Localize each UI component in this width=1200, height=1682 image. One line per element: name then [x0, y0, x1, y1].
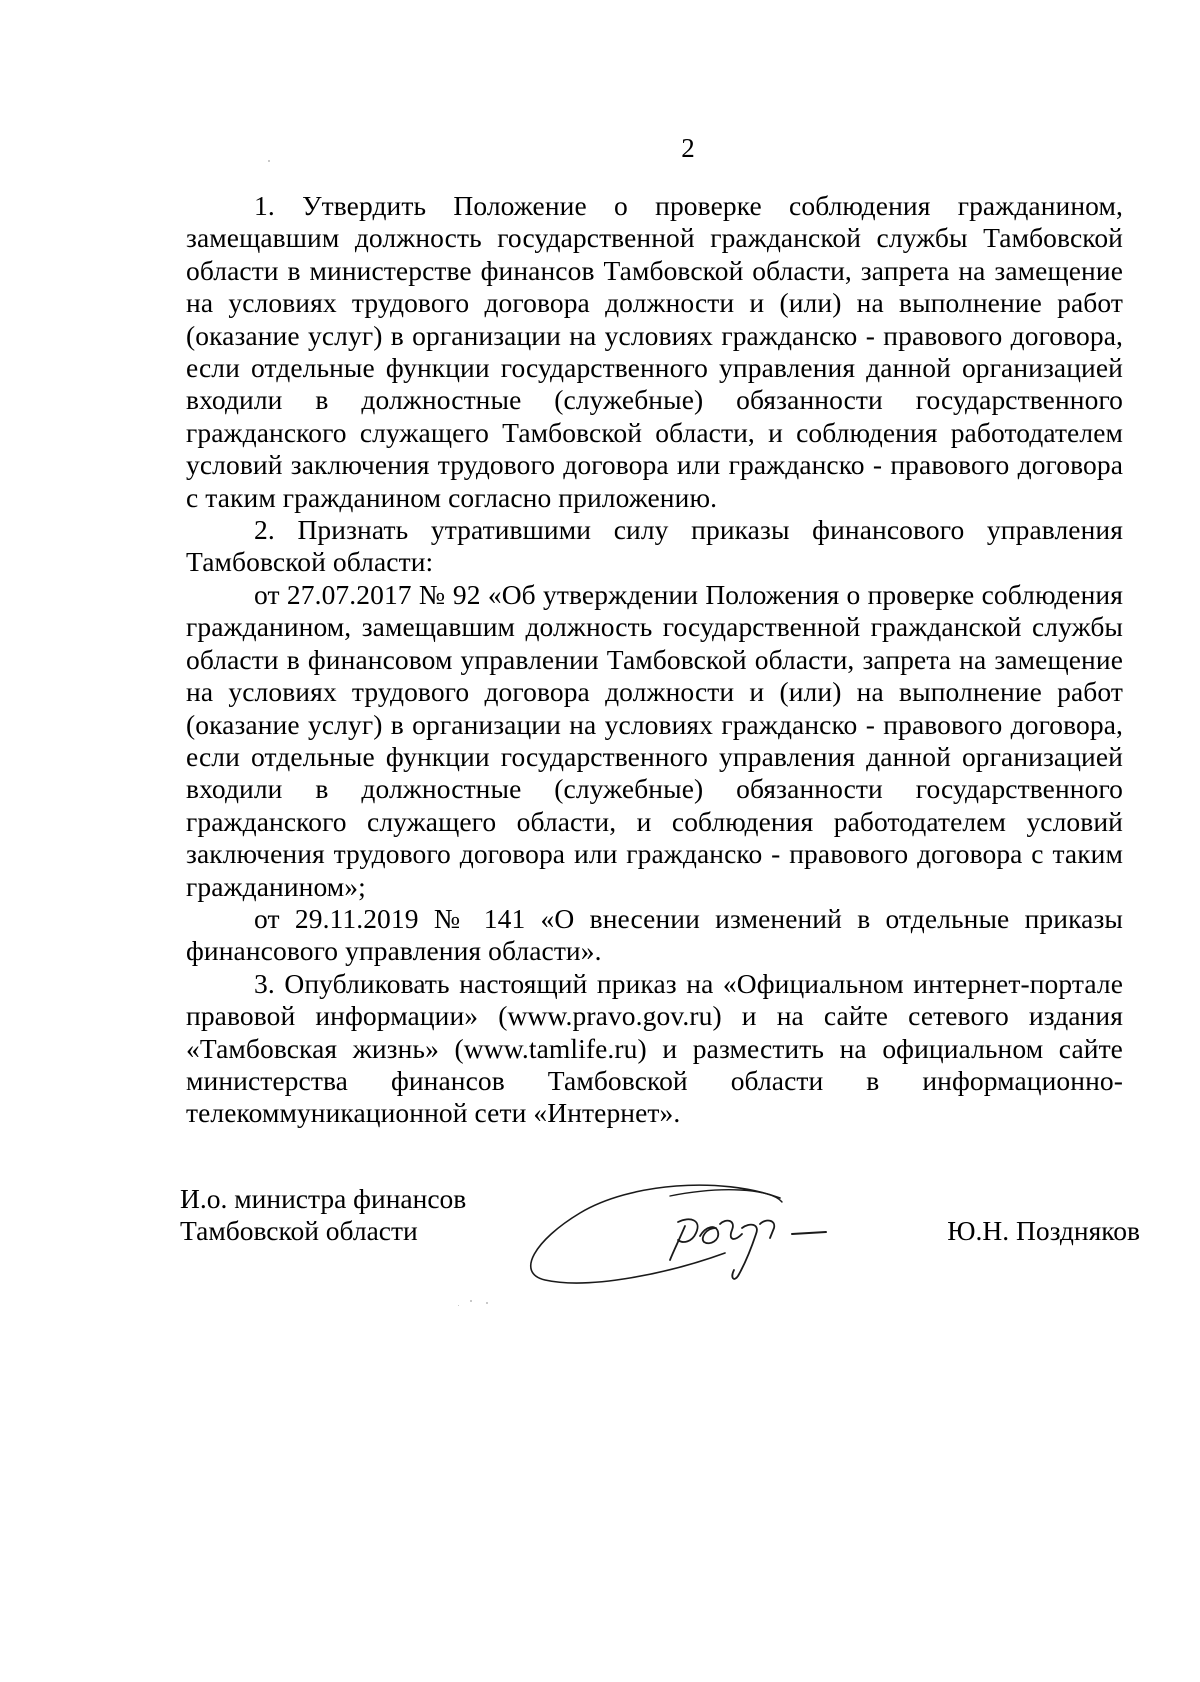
document-body [186, 190, 1123, 1130]
paragraph-2: 2. Признать утратившими силу приказы финансового управления Тамбовской области: [186, 514, 1123, 578]
page-number: 2 [681, 133, 695, 163]
handwritten-signature [520, 1178, 850, 1298]
paragraph-2-item-1: от 27.07.2017 № 92 «Об утверждении Положения о проверке соблюдения гражданином, замещавшим должность государственной гражданской службы области в финансовом управлении Тамбовской области, запрета на замещение на условиях трудового договора должности и (или) на выполнение работ (оказание услуг) в организации на условиях гражданско - правового договора, если отдельные функции государственного управления данной организацией входили в должностные (служебные) обязанности государственного гражданского служащего области, и соблюдения работодателем условий заключения трудового договора или гражданско - правового договора с таким гражданином»; [186, 578, 1123, 902]
signatory-title-line-2: Тамбовской области [180, 1215, 418, 1247]
scan-speck [470, 1300, 472, 1302]
signature-block [180, 1183, 1140, 1313]
scan-speck [268, 160, 270, 162]
paragraph-1: 1. Утвердить Положение о проверке соблюдения гражданином, замещавшим должность государственной гражданской службы Тамбовской области в министерстве финансов Тамбовской области, запрета на замещение на условиях трудового договора должности и (или) на выполнение работ (оказание услуг) в организации на условиях гражданско - правового договора, если отдельные функции государственного управления данной организацией входили в должностные (служебные) обязанности государственного гражданского служащего Тамбовской области, и соблюдения работодателем условий заключения трудового договора или гражданско - правового договора с таким гражданином согласно приложению. [186, 190, 1123, 513]
scan-speck [458, 1305, 459, 1306]
signatory-name: Ю.Н. Поздняков [947, 1215, 1140, 1246]
paragraph-3: 3. Опубликовать настоящий приказ на «Официальном интернет-портале правовой информации» (www.pravo.gov.ru) и на сайте сетевого издания «Тамбовская жизнь» (www.tamlife.ru) и разместить на официальном сайте министерства финансов Тамбовской области в информационно-телекоммуникационной сети «Интернет». [186, 967, 1123, 1129]
signatory-title [180, 1183, 466, 1248]
scan-speck [486, 1302, 488, 1304]
paragraph-2-item-2: от 29.11.2019 № 141 «О внесении изменений в отдельные приказы финансового управления области». [186, 902, 1123, 967]
signatory-title-line-1: И.о. министра финансов [180, 1183, 467, 1214]
